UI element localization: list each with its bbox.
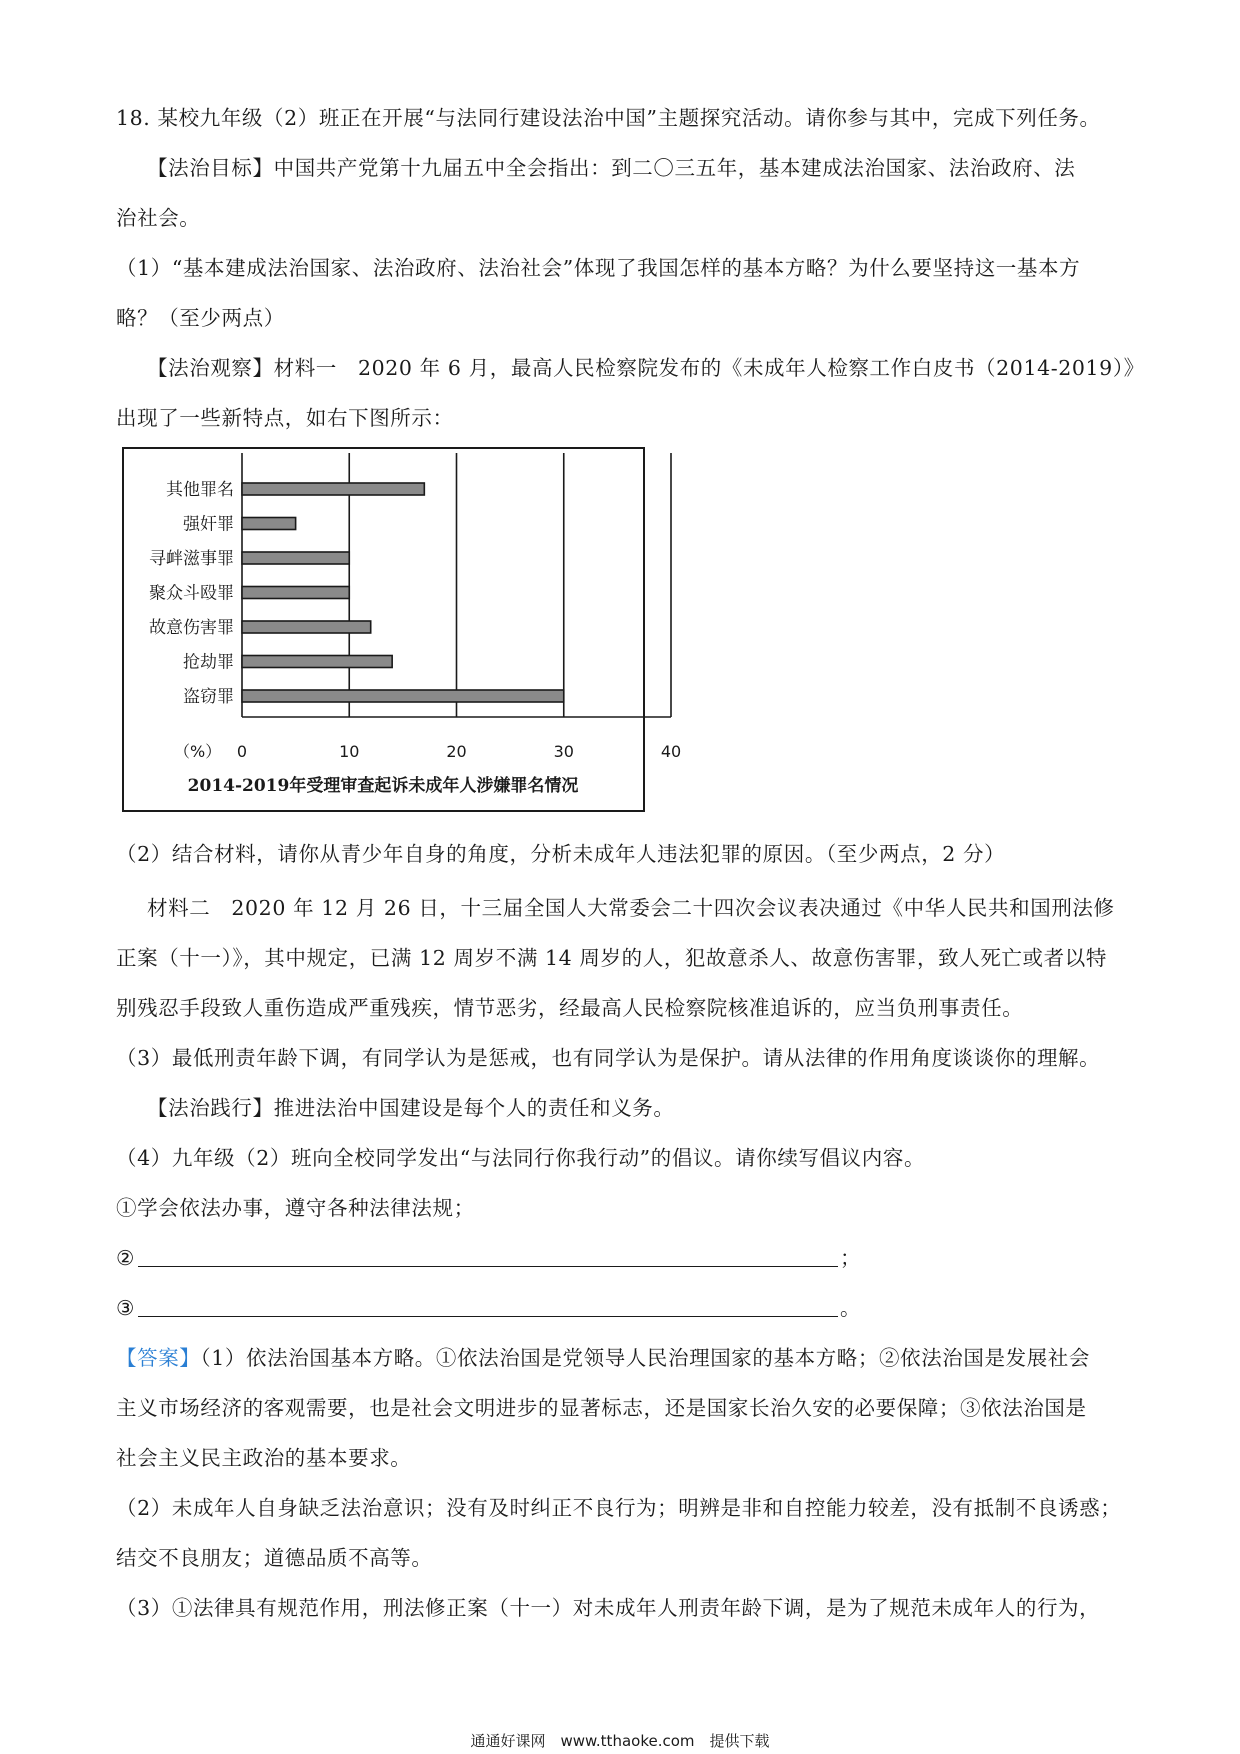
- chart-x-tick-label: 0: [236, 742, 248, 761]
- chart-category-label: 其他罪名: [166, 480, 234, 500]
- observation-text-line1: 【法治观察】材料一 2020 年 6 月，最高人民检察院发布的《未成年人检察工作白皮书（2014-2019）》: [147, 356, 1145, 380]
- question-4: （4）九年级（2）班向全校同学发出“与法同行你我行动”的倡议。请你续写倡议内容。: [116, 1146, 926, 1170]
- answer-tag: 【答案】: [116, 1346, 201, 1370]
- chart-x-tick-label: 10: [339, 742, 360, 761]
- chart-bar: [242, 483, 424, 495]
- chart-bar: [242, 621, 371, 633]
- initiative-item-2-blank[interactable]: [138, 1266, 838, 1267]
- answer-1-line2: 主义市场经济的客观需要，也是社会文明进步的显著标志，还是国家长治久安的必要保障；③依法治国是: [116, 1396, 1087, 1420]
- chart-category-label: 强奸罪: [183, 514, 234, 535]
- chart-bar: [242, 690, 564, 702]
- question-1-line2: 略？（至少两点）: [116, 306, 285, 330]
- page-footer: 通通好课网 www.tthaoke.com 提供下载: [470, 1732, 770, 1750]
- answer-1-line1-text: （1）依法治国基本方略。①依法治国是党领导人民治理国家的基本方略；②依法治国是发展社会: [200, 1346, 1090, 1370]
- answer-2-line2: 结交不良朋友；道德品质不高等。: [116, 1546, 433, 1570]
- chart-bar: [242, 656, 392, 668]
- initiative-item-1: ①学会依法办事，遵守各种法律法规；: [116, 1196, 475, 1220]
- observation-text-line2: 出现了一些新特点，如右下图所示：: [116, 406, 454, 430]
- answer-3-line1: （3）①法律具有规范作用，刑法修正案（十一）对未成年人刑责年龄下调，是为了规范未成年人的行为，: [116, 1596, 1101, 1620]
- initiative-item-3-end: 。: [840, 1296, 862, 1320]
- material-two-line2: 正案（十一）》，其中规定，已满 12 周岁不满 14 周岁的人，犯故意杀人、故意伤害罪，致人死亡或者以特: [116, 946, 1107, 970]
- question-18-intro: 18. 某校九年级（2）班正在开展“与法同行建设法治中国”主题探究活动。请你参与其中，完成下列任务。: [116, 106, 1101, 130]
- chart-category-label: 抢劫罪: [183, 652, 234, 673]
- chart-bar: [242, 552, 349, 564]
- answer-1-line1: [116, 1344, 1090, 1372]
- initiative-item-2-mark: ②: [116, 1246, 135, 1270]
- material-two-line1: 材料二 2020 年 12 月 26 日，十三届全国人大常委会二十四次会议表决通过《中华人民共和国刑法修: [147, 896, 1115, 920]
- answer-1-line3: 社会主义民主政治的基本要求。: [116, 1446, 412, 1470]
- chart-bar: [242, 518, 296, 530]
- question-1-line1: （1）“基本建成法治国家、法治政府、法治社会”体现了我国怎样的基本方略？为什么要坚持这一基本方: [116, 256, 1081, 280]
- chart-title: 2014-2019年受理审查起诉未成年人涉嫌罪名情况: [187, 776, 579, 796]
- chart-bar: [242, 587, 349, 599]
- chart-x-tick-label: 30: [553, 742, 574, 761]
- initiative-item-3-mark: ③: [116, 1296, 135, 1320]
- goal-text-line1: 【法治目标】中国共产党第十九届五中全会指出：到二〇三五年，基本建成法治国家、法治政府、法: [147, 156, 1076, 180]
- initiative-item-2-end: ；: [840, 1246, 862, 1270]
- answer-2-line1: （2）未成年人自身缺乏法治意识；没有及时纠正不良行为；明辨是非和自控能力较差，没有抵制不良诱惑；: [116, 1496, 1122, 1520]
- initiative-item-3-blank[interactable]: [138, 1316, 838, 1317]
- chart-category-label: 故意伤害罪: [149, 618, 234, 638]
- chart-x-unit: （%）: [174, 742, 222, 761]
- chart-category-label: 寻衅滋事罪: [149, 549, 234, 569]
- goal-text-line2: 治社会。: [116, 206, 201, 230]
- question-2: （2）结合材料，请你从青少年自身的角度，分析未成年人违法犯罪的原因。（至少两点，2 分）: [116, 842, 1006, 866]
- chart-category-label: 盗窃罪: [183, 687, 234, 707]
- chart-category-label: 聚众斗殴罪: [149, 583, 234, 604]
- chart-x-tick-label: 40: [660, 742, 682, 761]
- crime-chart: [122, 447, 682, 812]
- question-3: （3）最低刑责年龄下调，有同学认为是惩戒，也有同学认为是保护。请从法律的作用角度谈谈你的理解。: [116, 1046, 1101, 1070]
- material-two-line3: 别残忍手段致人重伤造成严重残疾，情节恶劣，经最高人民检察院核准追诉的，应当负刑事责任。: [116, 996, 1024, 1020]
- chart-x-tick-label: 20: [446, 742, 467, 761]
- chart-canvas: [124, 449, 682, 810]
- practice-text: 【法治践行】推进法治中国建设是每个人的责任和义务。: [147, 1096, 675, 1120]
